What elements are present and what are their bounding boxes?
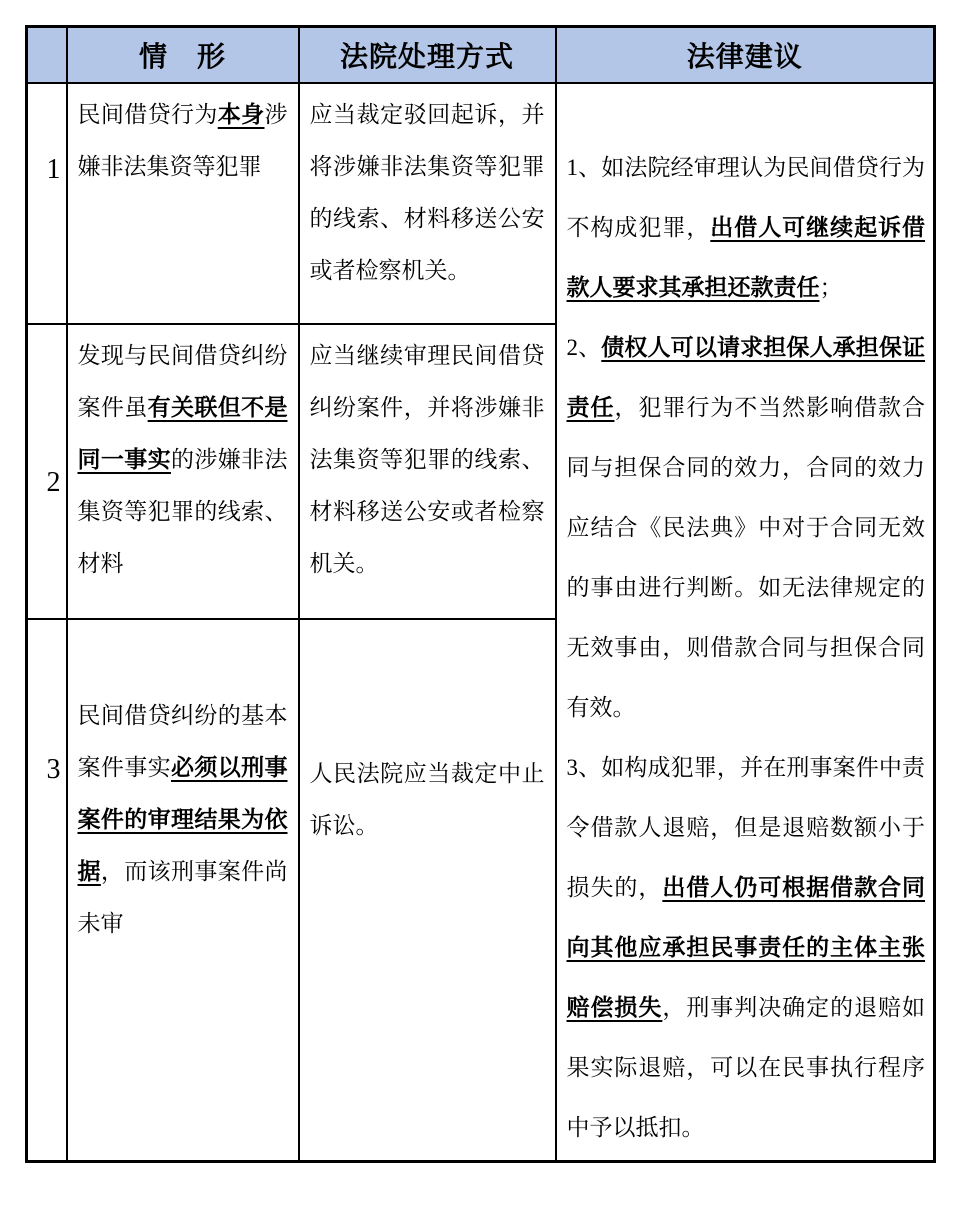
text-segment: ，而该刑事案件尚未审 [77,858,288,936]
text-segment: 涉嫌非法集资等犯罪 [77,101,288,179]
court-handling-cell [299,83,556,324]
legal-advice-table [25,25,936,1163]
text-segment: 2、 [566,334,602,360]
emphasized-text: 必须以刑事案件的审理结果为依据 [77,754,288,884]
emphasized-text: 出借人可继续起诉借款人要求其承担还款责任 [566,214,926,300]
court-handling-cell [299,619,556,1162]
court-handling-cell [299,324,556,619]
advice-paragraph-2 [567,318,926,738]
advice-paragraph-3 [567,738,926,1158]
situation-cell [67,83,299,324]
header-cell-index [27,27,67,83]
text-segment: 3、如构成犯罪，并在刑事案件中责令借款人退赔，但是退赔数额小于损失的， [566,754,925,900]
emphasized-text: 出借人仍可根据借款合同向其他应承担民事责任的主体主张赔偿损失 [566,874,926,1020]
text-segment: 1、如法院经审理认为民间借贷行为不构成犯罪， [566,154,925,240]
text-segment: 应当裁定驳回起诉，并将涉嫌非法集资等犯罪的线索、材料移送公安或者检察机关。 [309,101,545,283]
advice-paragraph-1 [567,138,926,318]
row-number: 1 [27,83,67,324]
text-segment: 发现与民间借贷纠纷案件虽 [77,342,288,420]
table-header-row [27,27,935,83]
table-row [27,83,935,324]
text-segment: 民间借贷行为 [77,101,218,127]
emphasized-text: 有关联但不是同一事实 [77,394,288,472]
text-segment: ； [819,274,843,300]
text-segment: ，犯罪行为不当然影响借款合同与担保合同的效力，合同的效力应结合《民法典》中对于合同无效的事由进行判断。如无法律规定的无效事由，则借款合同与担保合同有效。 [566,394,926,720]
text-segment: ，刑事判决确定的退赔如果实际退赔，可以在民事执行程序中予以抵扣。 [566,994,926,1140]
text-segment: 应当继续审理民间借贷纠纷案件，并将涉嫌非法集资等犯罪的线索、材料移送公安或者检察机关。 [309,342,545,576]
legal-advice-cell [556,83,935,1162]
text-segment: 人民法院应当裁定中止诉讼。 [309,760,545,838]
text-segment: 的涉嫌非法集资等犯罪的线索、材料 [77,446,288,576]
emphasized-text: 债权人可以请求担保人承担保证责任 [566,334,926,420]
header-cell-legal-advice: 法律建议 [556,27,935,83]
row-number: 3 [27,619,67,1162]
emphasized-text: 本身 [217,101,265,127]
row-number: 2 [27,324,67,619]
text-segment: 民间借贷纠纷的基本案件事实 [77,702,288,780]
header-cell-situation: 情 形 [67,27,299,83]
situation-cell [67,619,299,1162]
header-cell-court-handling: 法院处理方式 [299,27,556,83]
situation-cell [67,324,299,619]
